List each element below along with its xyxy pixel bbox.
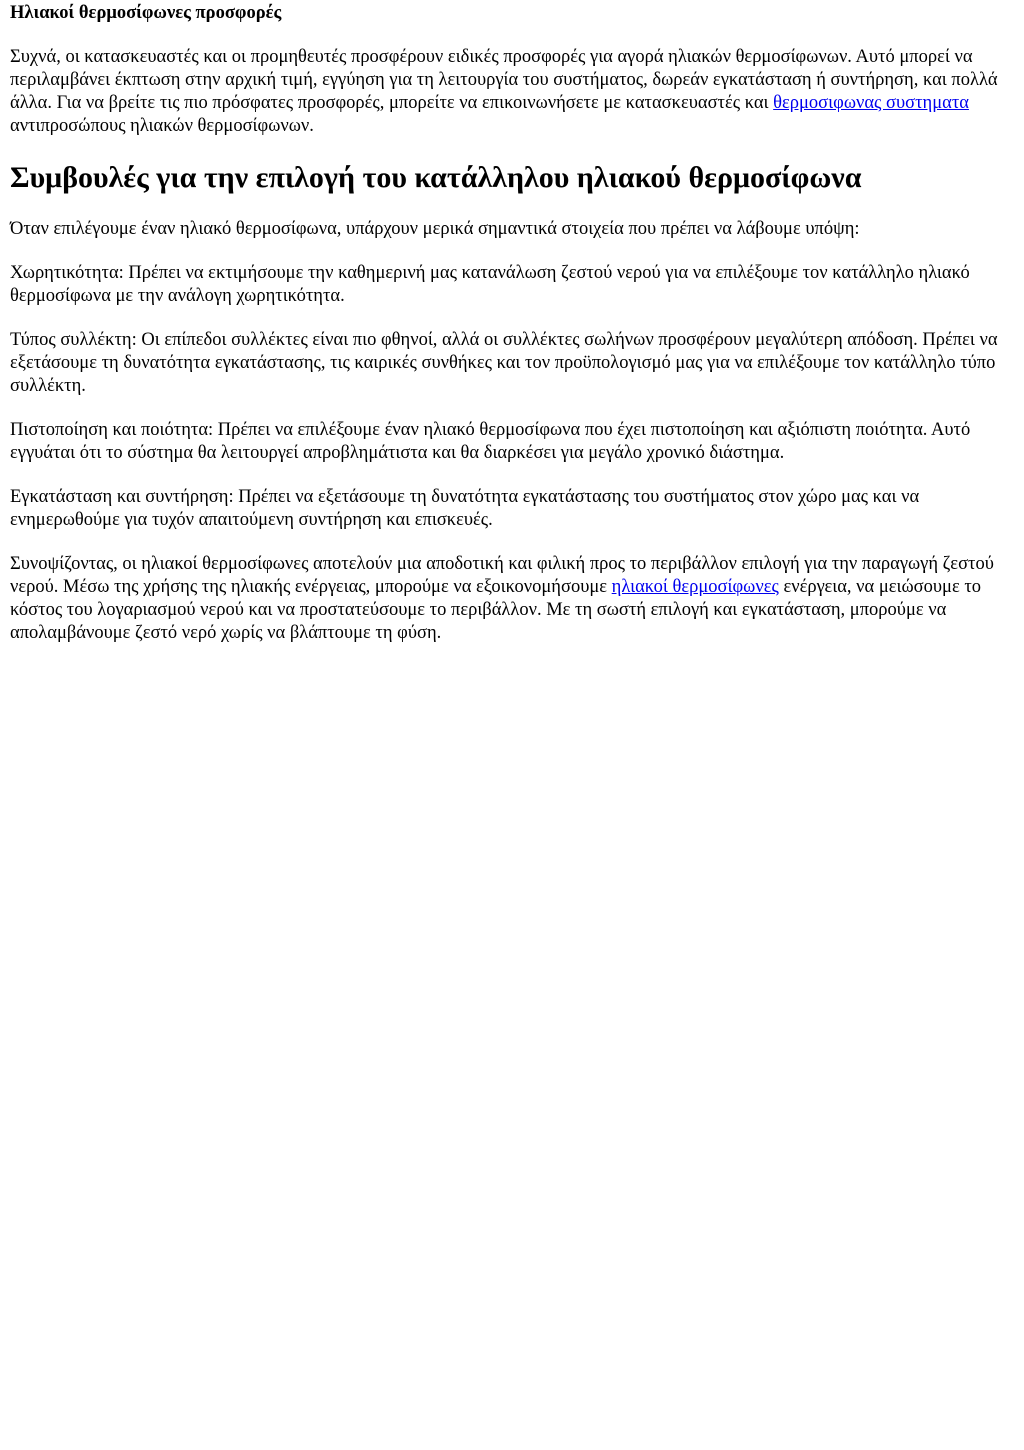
summary-paragraph: [10, 553, 1014, 645]
article-page: [0, 2, 1024, 645]
summary-text-after: ενέργεια, να μειώσουμε το κόστος του λογαριασμού νερού και να προστατεύσουμε το περιβάλλον. Με τη σωστή επιλογή και εγκατάσταση, μπορούμε να απολαμβάνουμε ζεστό νερό χωρίς να βλάπτουμε τη φύση.: [10, 577, 982, 643]
tip-collector-type: Τύπος συλλέκτη: Οι επίπεδοι συλλέκτες είναι πιο φθηνοί, αλλά οι συλλέκτες σωλήνων προσφέρουν μεγαλύτερη απόδοση. Πρέπει να εξετάσουμε τη δυνατότητα εγκατάστασης, τις καιρικές συνθήκες και τον προϋπολογισμό μας για να επιλέξουμε τον κατάλληλο τύπο συλλέκτη.: [10, 330, 998, 396]
offers-paragraph: [10, 46, 1014, 138]
tip-capacity: Χωρητικότητα: Πρέπει να εκτιμήσουμε την καθημερινή μας κατανάλωση ζεστού νερού για να επιλέξουμε τον κατάλληλο ηλιακό θερμοσίφωνα με την ανάλογη χωρητικότητα.: [10, 263, 970, 306]
offers-paragraph-text-before: Συχνά, οι κατασκευαστές και οι προμηθευτές προσφέρουν ειδικές προσφορές για αγορά ηλιακών θερμοσίφωνων. Αυτό μπορεί να περιλαμβάνει έκπτωση στην αρχική τιμή, εγγύηση για τη λειτουργία του συστήματος, δωρεάν εγκατάσταση ή συντήρηση, και πολλά άλλα. Για να βρείτε τις πιο πρόσφατες προσφορές, μπορείτε να επικοινωνήσετε με κατασκευαστές και: [10, 47, 998, 113]
summary-text-before: Συνοψίζοντας, οι ηλιακοί θερμοσίφωνες αποτελούν μια αποδοτική και φιλική προς το περιβάλλον επιλογή για την παραγωγή ζεστού νερού. Μέσω της χρήσης της ηλιακής ενέργειας, μπορούμε να εξοικονομήσουμε: [10, 554, 994, 597]
thermosiphon-systems-link[interactable]: θερμοσιφωνας συστηματα: [773, 93, 969, 113]
tips-intro: Όταν επιλέγουμε έναν ηλιακό θερμοσίφωνα, υπάρχουν μερικά σημαντικά στοιχεία που πρέπει να λάβουμε υπόψη:: [10, 219, 860, 239]
tip-certification: Πιστοποίηση και ποιότητα: Πρέπει να επιλέξουμε έναν ηλιακό θερμοσίφωνα που έχει πιστοποίηση και αξιόπιστη ποιότητα. Αυτό εγγυάται ότι το σύστημα θα λειτουργεί απροβλημάτιστα και θα διαρκέσει για μεγάλο χρονικό διάστημα.: [10, 420, 971, 463]
tips-heading: Συμβουλές για την επιλογή του κατάλληλου ηλιακού θερμοσίφωνα: [10, 161, 862, 194]
tip-installation: Εγκατάσταση και συντήρηση: Πρέπει να εξετάσουμε τη δυνατότητα εγκατάστασης του συστήματος στον χώρο μας και να ενημερωθούμε για τυχόν απαιτούμενη συντήρηση και επισκευές.: [10, 487, 920, 530]
offers-paragraph-text-after: αντιπροσώπους ηλιακών θερμοσίφωνων.: [10, 116, 314, 136]
offers-title: Ηλιακοί θερμοσίφωνες προσφορές: [10, 3, 282, 23]
solar-water-heaters-link[interactable]: ηλιακοί θερμοσίφωνες: [611, 577, 779, 597]
